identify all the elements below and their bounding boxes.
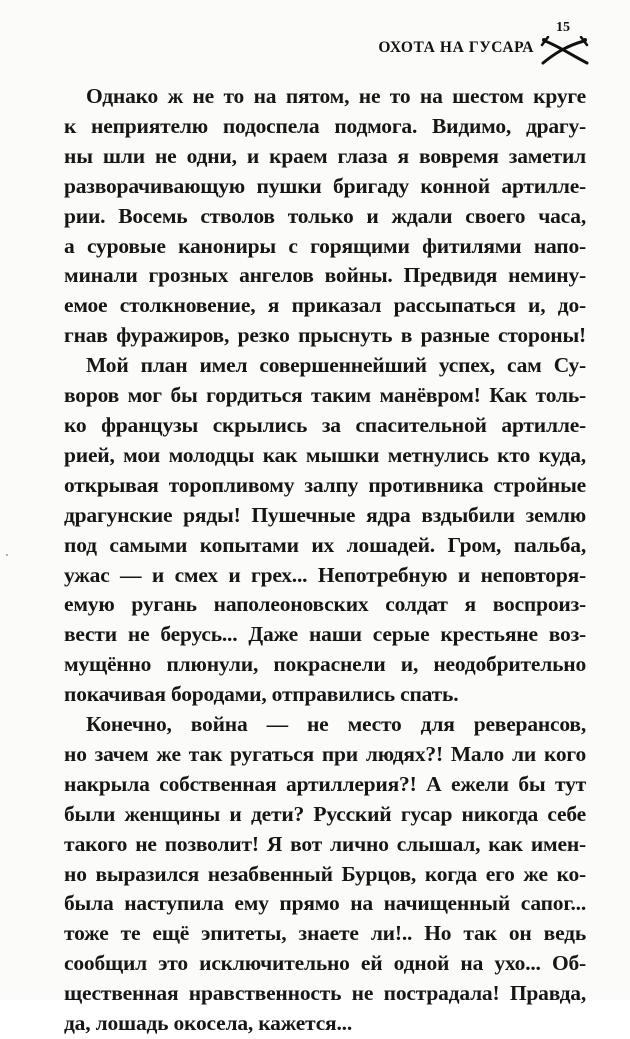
paragraph-3 bbox=[64, 710, 586, 1039]
text-line: емое столкновение, я приказал рассыпаться и, до- bbox=[64, 293, 586, 318]
paragraph-1 bbox=[64, 82, 586, 351]
page-number: 15 bbox=[556, 20, 570, 35]
text-line: но зачем же так ругаться при людях?! Мало ли кого bbox=[64, 741, 586, 766]
text-line: разворачивающую пушки бригаду конной артилле- bbox=[64, 173, 586, 198]
text-line: открывая торопливому залпу противника стройные bbox=[64, 472, 586, 497]
text-line: тоже те ещё эпитеты, знаете ли!.. Но так он ведь bbox=[64, 921, 586, 946]
text-line: была наступила ему прямо на начищенный сапог... bbox=[64, 891, 586, 916]
text-line: воров мог бы гордиться таким манёвром! Как толь- bbox=[64, 383, 586, 408]
page-header bbox=[332, 22, 592, 68]
body-text bbox=[64, 82, 586, 1039]
text-line: под самыми копытами их лошадей. Гром, пальба, bbox=[64, 532, 586, 557]
running-title: ОХОТА НА ГУСАРА bbox=[378, 39, 534, 56]
text-line: емую ругань наполеоновских солдат я воспроиз- bbox=[64, 592, 586, 617]
text-line: драгунские ряды! Пушечные ядра вздыбили землю bbox=[64, 502, 586, 527]
crossed-sabres-icon bbox=[540, 36, 592, 66]
text-line: да, лошадь окосела, кажется... bbox=[64, 1011, 353, 1036]
text-line: минали грозных ангелов войны. Предвидя немину- bbox=[64, 263, 586, 288]
text-line: мущённо плюнули, покраснели и, неодобрительно bbox=[64, 652, 586, 677]
text-line: щественная нравственность не пострадала! Правда, bbox=[64, 981, 586, 1006]
text-line: рией, мои молодцы как мышки метнулись кто куда, bbox=[64, 442, 586, 467]
text-line: гнав фуражиров, резко прыснуть в разные стороны! bbox=[64, 323, 586, 348]
text-line: накрыла собственная артиллерия?! А ежели бы тут bbox=[64, 771, 586, 796]
text-line: а суровые канониры с горящими фитилями напо- bbox=[64, 233, 586, 258]
paragraph-2 bbox=[64, 351, 586, 710]
text-line: вести не берусь... Даже наши серые крестьяне воз- bbox=[64, 622, 586, 647]
text-line: такого не позволит! Я вот лично слышал, как имен- bbox=[64, 831, 586, 856]
text-line: к неприятелю подоспела подмога. Видимо, драгу- bbox=[64, 113, 586, 138]
text-line: сообщил это исключительно ей одной на ухо... Об- bbox=[64, 951, 586, 976]
text-line: покачивая бородами, отправились спать. bbox=[64, 682, 459, 707]
text-line: ны шли не одни, и краем глаза я вовремя заметил bbox=[64, 143, 586, 168]
text-line: ко французы скрылись за спасительной артилле- bbox=[64, 412, 586, 437]
text-line: ужас — и смех и грех... Непотребную и неповторя- bbox=[64, 562, 586, 587]
print-speck bbox=[6, 554, 8, 556]
text-line: но выразился незабвенный Бурцов, когда его же ко- bbox=[64, 861, 586, 886]
text-line: были женщины и дети? Русский гусар никогда себе bbox=[64, 801, 586, 826]
text-line: Конечно, война — не место для реверансов, bbox=[86, 712, 586, 737]
text-line: Однако ж не то на пятом, не то на шестом круге bbox=[86, 84, 586, 108]
text-line: рии. Восемь стволов только и ждали своего часа, bbox=[64, 203, 586, 228]
text-line: Мой план имел совершеннейший успех, сам Су- bbox=[86, 353, 586, 378]
